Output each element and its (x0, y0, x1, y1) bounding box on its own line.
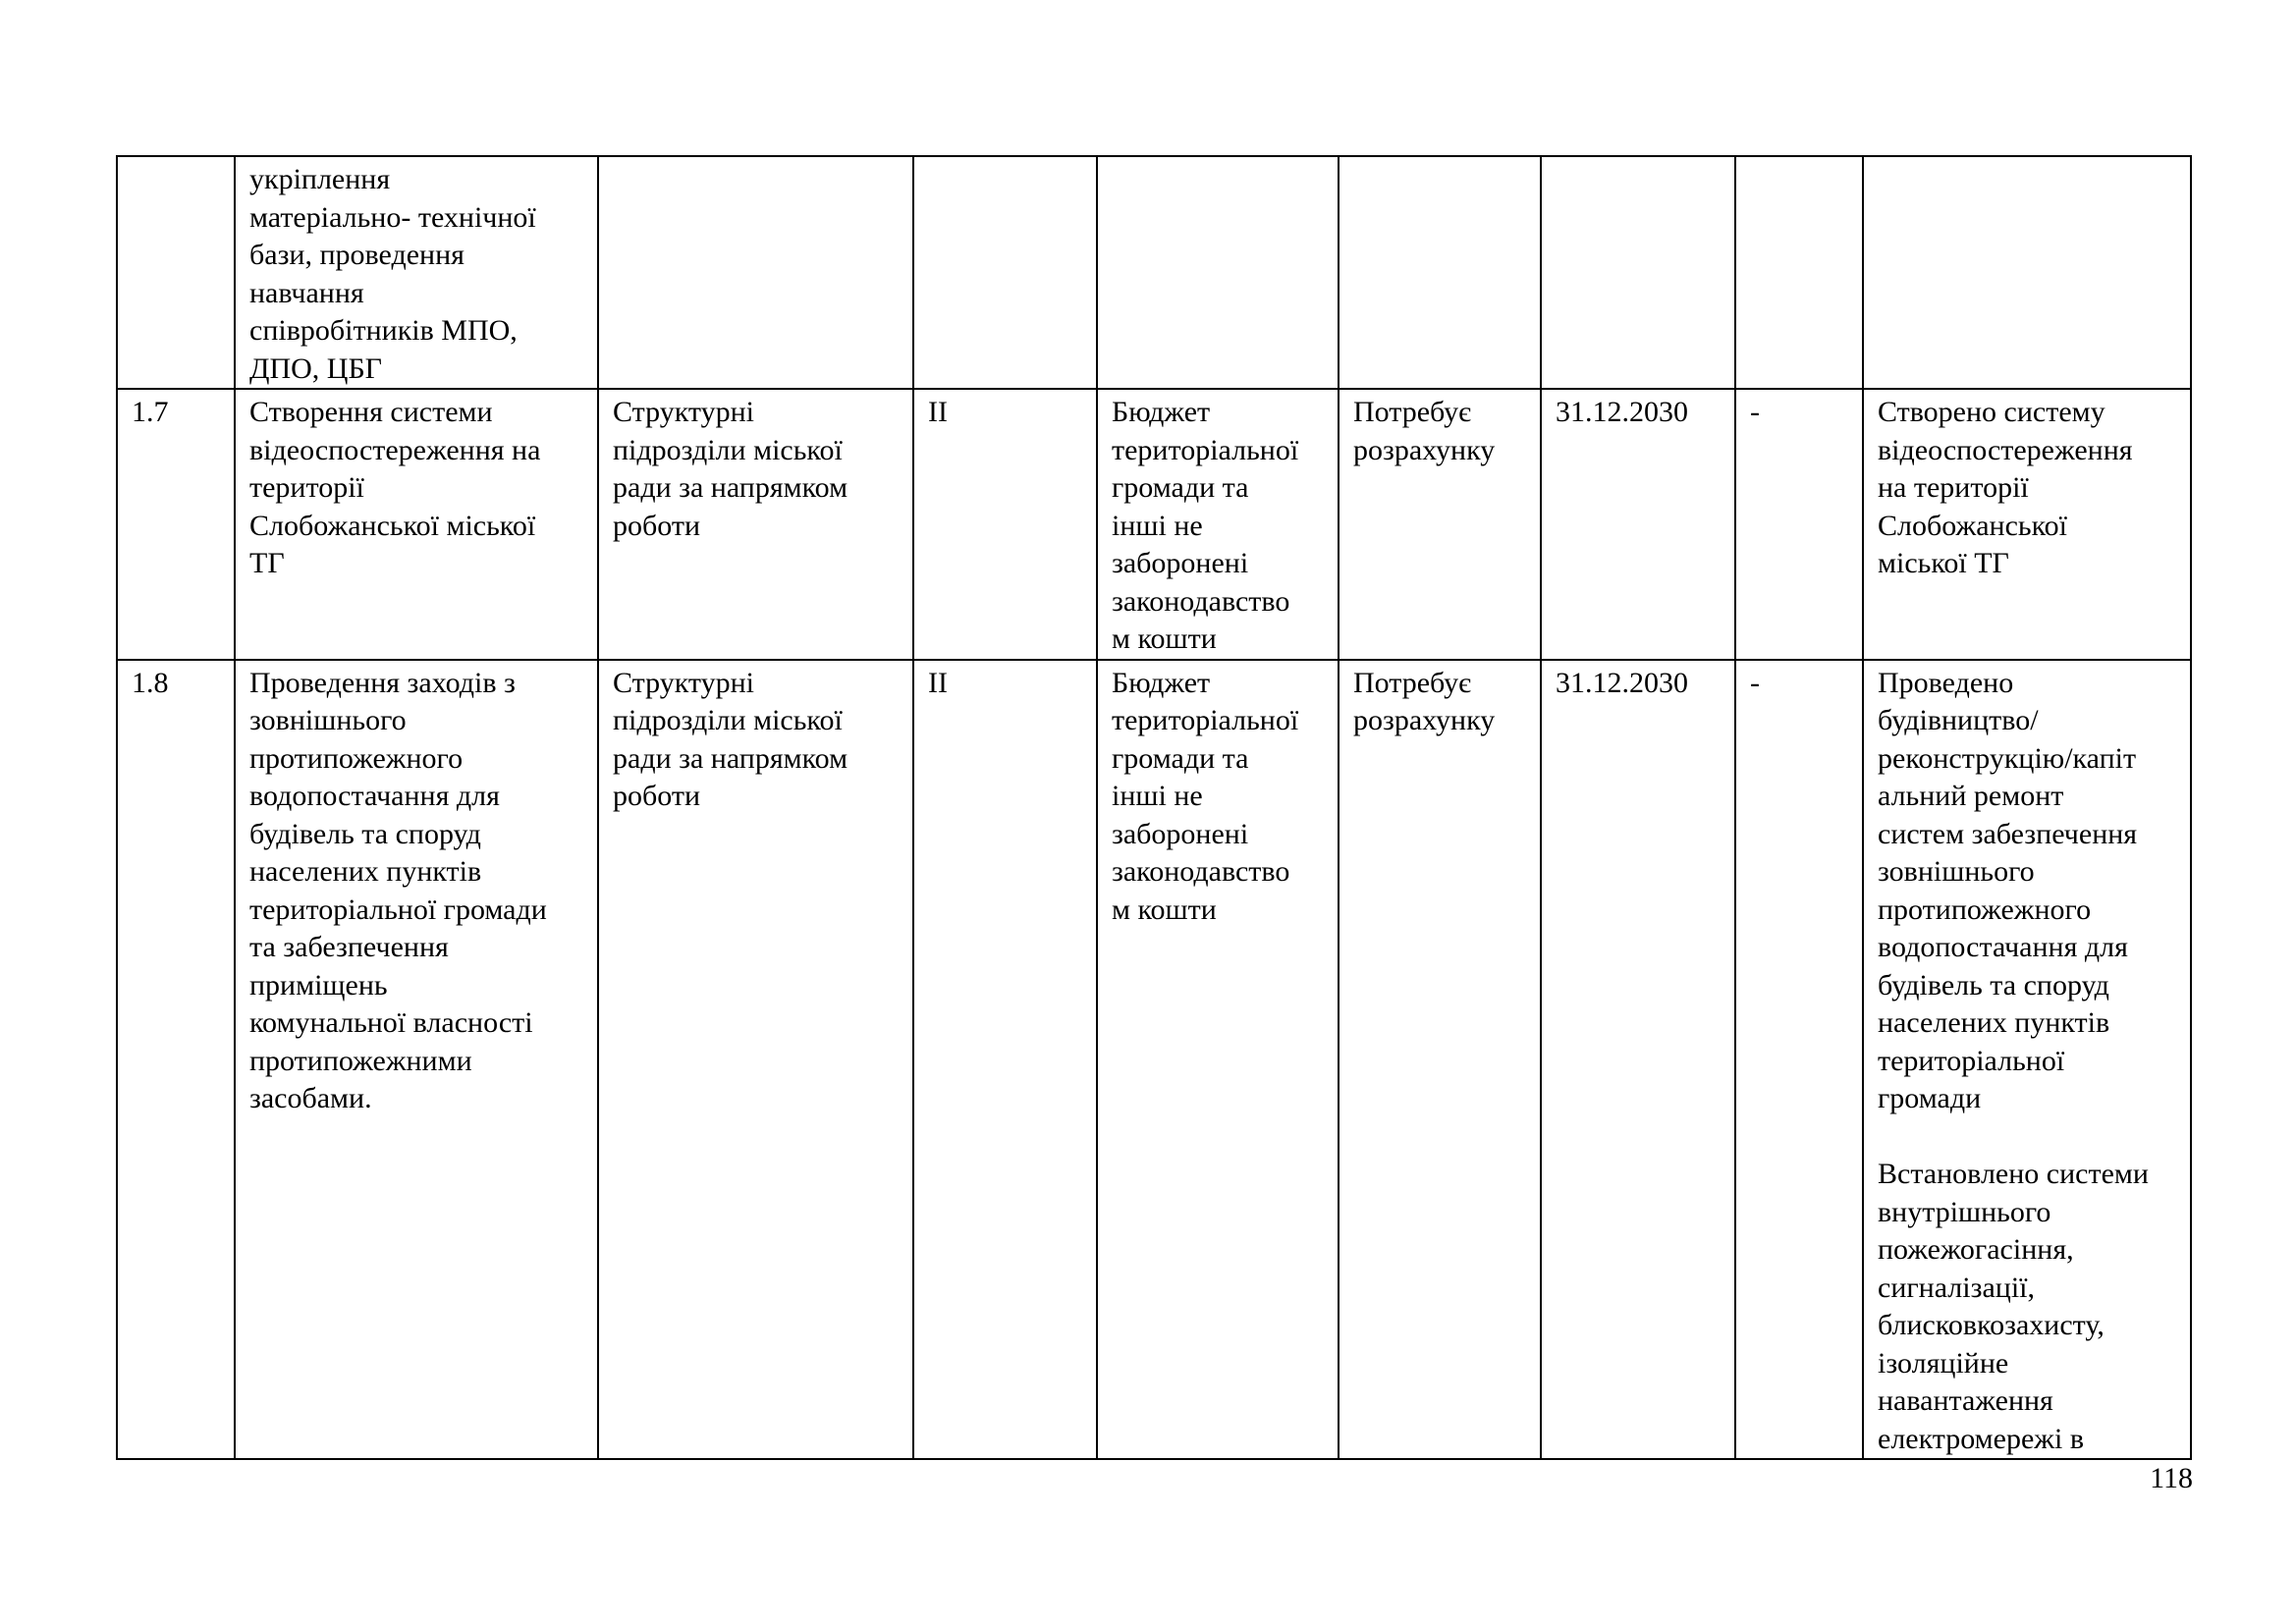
table-row (117, 389, 2191, 660)
cell-measure: Створення системи відеоспостереження на території Слобожанської міської ТГ (235, 389, 598, 660)
cell-deadline: 31.12.2030 (1541, 660, 1735, 1460)
cell-priority: ІІ (913, 389, 1097, 660)
cell-cost (1339, 156, 1541, 389)
cell-result: Проведено будівництво/ реконструкцію/капіт альний ремонт систем забезпечення зовнішнього протипожежного водопостачання для будівель та споруд населених пунктів територіальної громади Встановлено системи внутрішнього пожежогасіння, сигналізації, блисковкозахисту, ізоляційне навантаження електромережі в (1863, 660, 2191, 1460)
cell-indicator: - (1735, 389, 1863, 660)
cell-executor: Структурні підрозділи міської ради за напрямком роботи (598, 660, 913, 1460)
cell-executor (598, 156, 913, 389)
cell-executor: Структурні підрозділи міської ради за напрямком роботи (598, 389, 913, 660)
cell-priority: ІІ (913, 660, 1097, 1460)
cell-number: 1.7 (117, 389, 235, 660)
cell-source: Бюджет територіальної громади та інші не заборонені законодавство м кошти (1097, 660, 1339, 1460)
cell-measure: Проведення заходів з зовнішнього протипожежного водопостачання для будівель та споруд населених пунктів територіальної громади та забезпечення приміщень комунальної власності протипожежними засобами. (235, 660, 598, 1460)
cell-deadline: 31.12.2030 (1541, 389, 1735, 660)
cell-priority (913, 156, 1097, 389)
cell-indicator: - (1735, 660, 1863, 1460)
measures-table (116, 155, 2192, 1460)
table-row (117, 156, 2191, 389)
table-row (117, 660, 2191, 1460)
cell-cost: Потребує розрахунку (1339, 389, 1541, 660)
cell-source: Бюджет територіальної громади та інші не заборонені законодавство м кошти (1097, 389, 1339, 660)
cell-cost: Потребує розрахунку (1339, 660, 1541, 1460)
cell-source (1097, 156, 1339, 389)
cell-result (1863, 156, 2191, 389)
cell-result: Створено систему відеоспостереження на території Слобожанської міської ТГ (1863, 389, 2191, 660)
cell-measure: укріплення матеріально- технічної бази, проведення навчання співробітників МПО, ДПО, ЦБГ (235, 156, 598, 389)
cell-number: 1.8 (117, 660, 235, 1460)
page-number: 118 (2150, 1462, 2193, 1494)
cell-deadline (1541, 156, 1735, 389)
cell-number (117, 156, 235, 389)
cell-indicator (1735, 156, 1863, 389)
